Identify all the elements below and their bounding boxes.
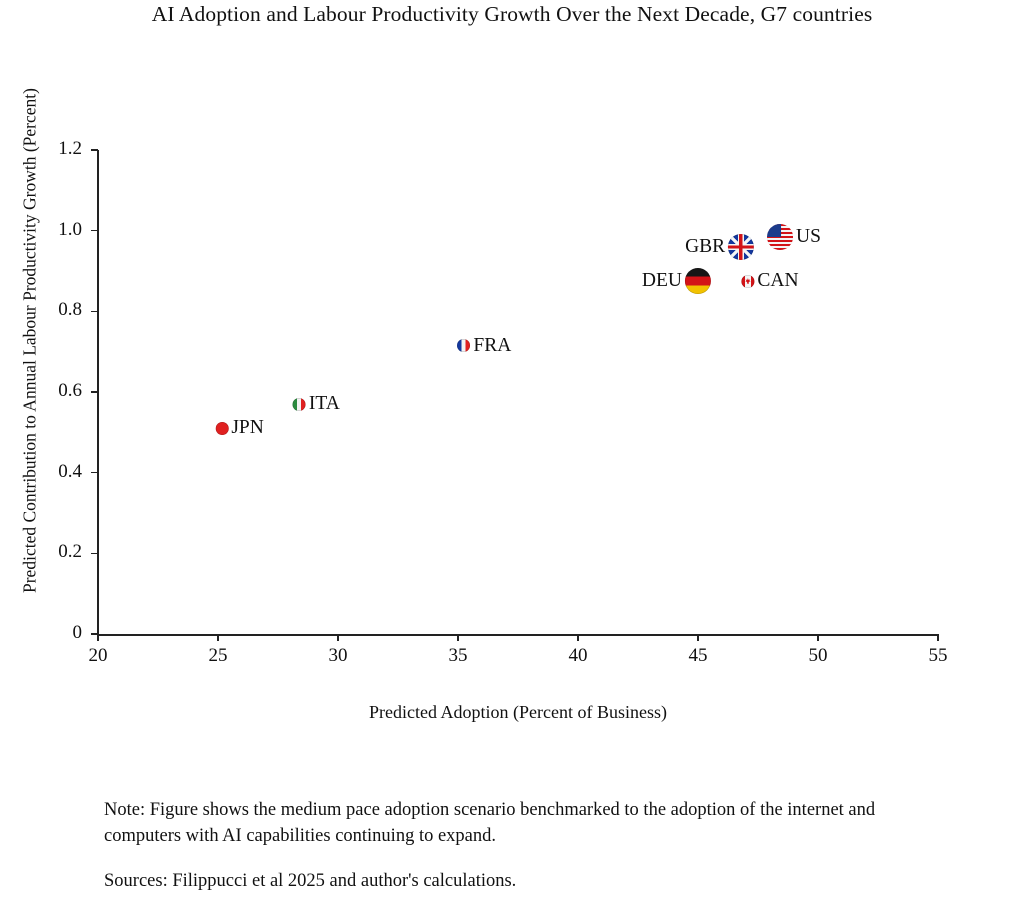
scatter-point: [642, 268, 711, 294]
point-label: CAN: [757, 270, 799, 292]
flag-united-kingdom-icon: [728, 234, 754, 260]
point-label: ITA: [308, 393, 340, 415]
x-tick-label: 20: [88, 645, 108, 666]
scatter-point: [215, 417, 264, 439]
y-tick-mark: [91, 311, 98, 312]
x-tick-label: 40: [568, 645, 588, 666]
point-label: GBR: [685, 235, 726, 257]
flag-italy-icon: [293, 398, 306, 411]
x-tick-mark: [97, 634, 98, 641]
x-tick-label: 35: [448, 645, 468, 666]
y-tick-mark: [91, 149, 98, 150]
x-tick-label: 55: [928, 645, 948, 666]
y-tick-label: 0.2: [58, 541, 82, 563]
x-tick-mark: [577, 634, 578, 641]
point-label: JPN: [231, 417, 264, 439]
scatter-point: [293, 393, 340, 415]
y-tick-label: 1.0: [58, 218, 82, 240]
point-label: US: [796, 225, 821, 247]
y-tick-mark: [91, 633, 98, 634]
scatter-point: [685, 234, 754, 260]
y-tick-label: 0.4: [58, 460, 82, 482]
y-tick-mark: [91, 391, 98, 392]
x-tick-mark: [937, 634, 938, 641]
y-tick-mark: [91, 472, 98, 473]
y-tick-label: 0.6: [58, 380, 82, 401]
figure-note: Note: Figure shows the medium pace adoption scenario benchmarked to the adoption of the internet and computers with AI capabilities continuing to expand.: [104, 800, 876, 846]
flag-germany-icon: [685, 268, 711, 294]
y-tick-label: 0.8: [58, 299, 82, 321]
y-tick-label: 1.2: [58, 138, 82, 159]
x-tick-label: 50: [808, 645, 828, 666]
scatter-point: [457, 335, 511, 357]
x-tick-mark: [457, 634, 458, 641]
x-tick-label: 30: [328, 645, 348, 666]
x-tick-mark: [217, 634, 218, 641]
x-tick-label: 25: [208, 645, 228, 666]
x-tick-label: 45: [688, 645, 708, 666]
y-tick-mark: [91, 553, 98, 554]
flag-japan-icon: [215, 422, 228, 435]
scatter-plot-area: [98, 150, 938, 634]
y-axis-title: Predicted Contribution to Annual Labour Productivity Growth (Percent): [19, 88, 40, 593]
point-label: DEU: [641, 270, 682, 292]
figure-sources: Sources: Filippucci et al 2025 and author's calculations.: [104, 871, 517, 891]
x-tick-mark: [337, 634, 338, 641]
flag-canada-icon: [741, 275, 754, 288]
scatter-point: [741, 270, 798, 292]
x-axis-line: [97, 634, 939, 636]
y-tick-label: 0: [72, 622, 82, 643]
point-label: FRA: [473, 334, 512, 356]
flag-united-states-icon: [767, 224, 793, 250]
y-tick-mark: [91, 230, 98, 231]
page-title: AI Adoption and Labour Productivity Growth Over the Next Decade, G7 countries: [151, 2, 873, 26]
x-tick-mark: [817, 634, 818, 641]
flag-france-icon: [457, 339, 470, 352]
x-tick-mark: [697, 634, 698, 641]
scatter-point: [767, 224, 821, 250]
x-axis-title: Predicted Adoption (Percent of Business): [369, 702, 667, 722]
